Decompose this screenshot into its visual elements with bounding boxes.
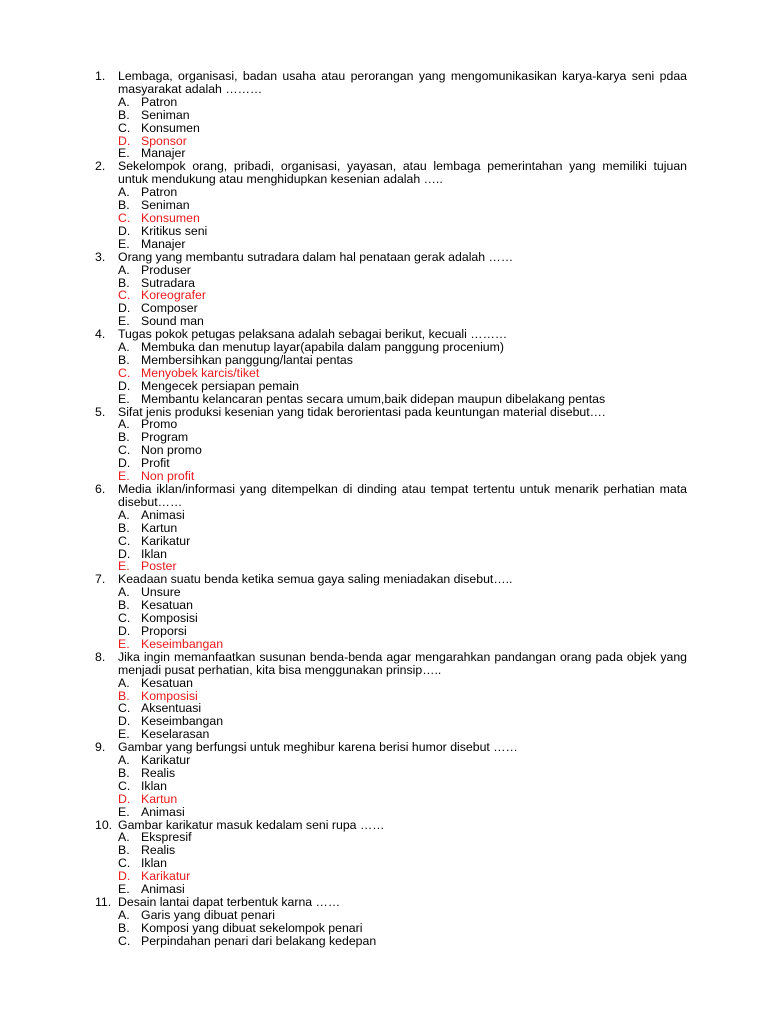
- option-letter: D.: [118, 623, 131, 638]
- option-text: Unsure: [141, 585, 181, 600]
- option-letter: B.: [118, 765, 130, 780]
- option-text: Non profit: [141, 469, 195, 484]
- answer-option: [95, 677, 687, 690]
- question-item: [95, 70, 687, 160]
- option-text: Konsumen: [141, 120, 200, 135]
- option-text: Animasi: [141, 507, 185, 522]
- question-number: 10.: [95, 817, 113, 832]
- question-text: Jika ingin memanfaatkan susunan benda-benda agar mengarahkan pandangan orang pada objek yang menjadi pusat perhatian, kita bisa menggunakan prinsip…..: [118, 649, 687, 677]
- answer-option: [95, 548, 687, 561]
- option-text: Sound man: [141, 314, 204, 329]
- answer-option: [95, 96, 687, 109]
- answer-option: [95, 922, 687, 935]
- answer-option: [95, 264, 687, 277]
- option-letter: A.: [118, 675, 130, 690]
- answer-option: [95, 806, 687, 819]
- option-letter: E.: [118, 636, 130, 651]
- option-text: Keselarasan: [141, 727, 210, 742]
- answer-option-correct: [95, 638, 687, 651]
- option-text: Karikatur: [141, 869, 191, 884]
- answer-option-correct: [95, 367, 687, 380]
- option-letter: D.: [118, 133, 131, 148]
- option-text: Manajer: [141, 146, 186, 161]
- option-text: Realis: [141, 765, 176, 780]
- option-text: Patron: [141, 185, 178, 200]
- option-text: Produser: [141, 262, 191, 277]
- question-item: [95, 651, 687, 741]
- option-letter: D.: [118, 791, 131, 806]
- option-letter: B.: [118, 920, 130, 935]
- answer-option-correct: [95, 212, 687, 225]
- option-letter: B.: [118, 688, 130, 703]
- answer-option: [95, 844, 687, 857]
- question-number: 7.: [95, 572, 106, 587]
- answer-option: [95, 393, 687, 406]
- question-text: Keadaan suatu benda ketika semua gaya saling meniadakan disebut…..: [118, 572, 513, 587]
- answer-option: [95, 831, 687, 844]
- question-number: 11.: [95, 895, 112, 909]
- question-item: [95, 328, 687, 405]
- answer-option: [95, 225, 687, 238]
- option-text: Aksentuasi: [141, 701, 202, 716]
- option-letter: C.: [118, 778, 131, 793]
- option-text: Poster: [141, 559, 177, 574]
- option-letter: B.: [118, 275, 130, 290]
- option-letter: A.: [118, 94, 130, 109]
- option-letter: A.: [118, 262, 130, 277]
- option-text: Komposisi: [141, 688, 198, 703]
- option-letter: C.: [118, 933, 131, 948]
- question-stem: [95, 251, 687, 264]
- option-text: Kesatuan: [141, 675, 193, 690]
- option-text: Perpindahan penari dari belakang kedepan: [141, 933, 377, 948]
- question-item: [95, 483, 687, 573]
- option-text: Ekspresif: [141, 830, 192, 845]
- option-letter: C.: [118, 120, 131, 135]
- option-letter: D.: [118, 714, 131, 729]
- option-letter: D.: [118, 546, 131, 561]
- option-letter: C.: [118, 701, 131, 716]
- question-stem: [95, 160, 687, 186]
- question-text: Media iklan/informasi yang ditempelkan di dinding atau tempat tertentu untuk menarik perhatian mata disebut……: [118, 482, 687, 509]
- question-number: 4.: [95, 327, 106, 342]
- option-letter: C.: [118, 856, 131, 871]
- option-letter: E.: [118, 882, 130, 897]
- option-text: Iklan: [141, 546, 167, 561]
- question-number: 2.: [95, 159, 106, 174]
- option-text: Realis: [141, 843, 176, 858]
- option-text: Sutradara: [141, 275, 196, 290]
- option-letter: D.: [118, 223, 131, 238]
- answer-option-correct: [95, 793, 687, 806]
- question-item: [95, 251, 687, 328]
- option-text: Program: [141, 430, 189, 445]
- option-text: Iklan: [141, 856, 167, 871]
- answer-option: [95, 444, 687, 457]
- option-letter: A.: [118, 340, 130, 355]
- option-letter: B.: [118, 598, 130, 613]
- question-stem: [95, 651, 687, 677]
- option-text: Promo: [141, 417, 178, 432]
- answer-option: [95, 767, 687, 780]
- option-text: Non promo: [141, 443, 202, 458]
- question-number: 6.: [95, 482, 106, 496]
- question-text: Sekelompok orang, pribadi, organisasi, yayasan, atau lembaga pemerintahan yang memiliki tujuan untuk mendukung atau menghidupkan kesenian adalah …..: [118, 159, 687, 187]
- question-list: [95, 70, 687, 948]
- question-item: [95, 160, 687, 250]
- question-text: Tugas pokok petugas pelaksana adalah sebagai berikut, kecuali ………: [118, 327, 508, 342]
- answer-option: [95, 509, 687, 522]
- answer-option: [95, 238, 687, 251]
- answer-option: [95, 909, 687, 922]
- option-letter: E.: [118, 804, 130, 819]
- option-letter: A.: [118, 753, 130, 768]
- answer-option: [95, 780, 687, 793]
- question-item: [95, 741, 687, 818]
- question-stem: [95, 70, 687, 96]
- answer-option: [95, 935, 687, 948]
- option-text: Kesatuan: [141, 598, 193, 613]
- option-text: Komposisi: [141, 611, 198, 626]
- question-stem: [95, 483, 687, 509]
- answer-option: [95, 754, 687, 767]
- option-letter: A.: [118, 507, 130, 522]
- option-letter: B.: [118, 520, 130, 535]
- option-text: Keseimbangan: [141, 636, 224, 651]
- answer-option: [95, 625, 687, 638]
- option-text: Menyobek karcis/tiket: [141, 365, 260, 380]
- option-letter: C.: [118, 288, 131, 303]
- option-letter: B.: [118, 107, 130, 122]
- question-stem: [95, 896, 687, 909]
- option-letter: B.: [118, 352, 130, 367]
- option-letter: B.: [118, 430, 130, 445]
- option-letter: E.: [118, 469, 130, 484]
- question-text: Gambar yang berfungsi untuk meghibur karena berisi humor disebut ……: [118, 740, 518, 755]
- option-text: Patron: [141, 94, 178, 109]
- question-text: Desain lantai dapat terbentuk karna ……: [118, 895, 341, 909]
- question-text: Sifat jenis produksi kesenian yang tidak berorientasi pada keuntungan material disebut….: [118, 404, 606, 419]
- option-text: Kartun: [141, 791, 178, 806]
- answer-option: [95, 122, 687, 135]
- option-letter: A.: [118, 830, 130, 845]
- option-letter: B.: [118, 843, 130, 858]
- question-item: [95, 573, 687, 650]
- option-text: Proporsi: [141, 623, 187, 638]
- question-number: 1.: [95, 69, 106, 83]
- question-stem: [95, 406, 687, 419]
- answer-option: [95, 109, 687, 122]
- option-letter: C.: [118, 533, 131, 548]
- question-text: Lembaga, organisasi, badan usaha atau perorangan yang mengomunikasikan karya-karya seni pdaa masyarakat adalah ………: [118, 69, 687, 96]
- option-letter: E.: [118, 236, 130, 251]
- question-number: 5.: [95, 404, 106, 419]
- question-item: [95, 819, 687, 896]
- option-text: Manajer: [141, 236, 186, 251]
- question-item: [95, 406, 687, 483]
- option-letter: E.: [118, 146, 130, 161]
- option-text: Animasi: [141, 882, 185, 897]
- option-text: Karikatur: [141, 753, 191, 768]
- option-text: Animasi: [141, 804, 185, 819]
- option-letter: A.: [118, 585, 130, 600]
- option-letter: E.: [118, 559, 130, 574]
- option-text: Composer: [141, 301, 198, 316]
- question-number: 9.: [95, 740, 106, 755]
- answer-option: [95, 341, 687, 354]
- option-letter: B.: [118, 198, 130, 213]
- option-letter: E.: [118, 727, 130, 742]
- question-text: Gambar karikatur masuk kedalam seni rupa ……: [118, 817, 385, 832]
- option-text: Komposi yang dibuat sekelompok penari: [141, 920, 363, 935]
- option-letter: C.: [118, 611, 131, 626]
- option-text: Membantu kelancaran pentas secara umum,baik didepan maupun dibelakang pentas: [141, 391, 606, 406]
- question-number: 3.: [95, 249, 106, 264]
- option-text: Seniman: [141, 107, 190, 122]
- answer-option: [95, 522, 687, 535]
- option-text: Konsumen: [141, 210, 200, 225]
- option-letter: D.: [118, 378, 131, 393]
- answer-option: [95, 380, 687, 393]
- option-letter: A.: [118, 417, 130, 432]
- option-text: Kartun: [141, 520, 178, 535]
- question-number: 8.: [95, 649, 106, 664]
- option-text: Profit: [141, 456, 170, 471]
- answer-option: [95, 535, 687, 548]
- question-stem: [95, 573, 687, 586]
- option-text: Sponsor: [141, 133, 187, 148]
- question-item: [95, 896, 687, 948]
- option-letter: D.: [118, 456, 131, 471]
- option-text: Seniman: [141, 198, 190, 213]
- option-text: Iklan: [141, 778, 167, 793]
- option-letter: E.: [118, 391, 130, 406]
- option-text: Mengecek persiapan pemain: [141, 378, 299, 393]
- option-letter: A.: [118, 185, 130, 200]
- option-text: Koreografer: [141, 288, 206, 303]
- option-letter: D.: [118, 869, 131, 884]
- answer-option: [95, 354, 687, 367]
- option-text: Membuka dan menutup layar(apabila dalam panggung procenium): [141, 340, 504, 355]
- option-letter: C.: [118, 365, 131, 380]
- option-letter: D.: [118, 301, 131, 316]
- question-text: Orang yang membantu sutradara dalam hal penataan gerak adalah ……: [118, 249, 514, 264]
- option-text: Kritikus seni: [141, 223, 208, 238]
- option-text: Keseimbangan: [141, 714, 224, 729]
- option-text: Garis yang dibuat penari: [141, 907, 275, 922]
- option-text: Membersihkan panggung/lantai pentas: [141, 352, 353, 367]
- option-letter: E.: [118, 314, 130, 329]
- option-letter: C.: [118, 210, 131, 225]
- option-letter: A.: [118, 907, 130, 922]
- option-text: Karikatur: [141, 533, 191, 548]
- option-letter: C.: [118, 443, 131, 458]
